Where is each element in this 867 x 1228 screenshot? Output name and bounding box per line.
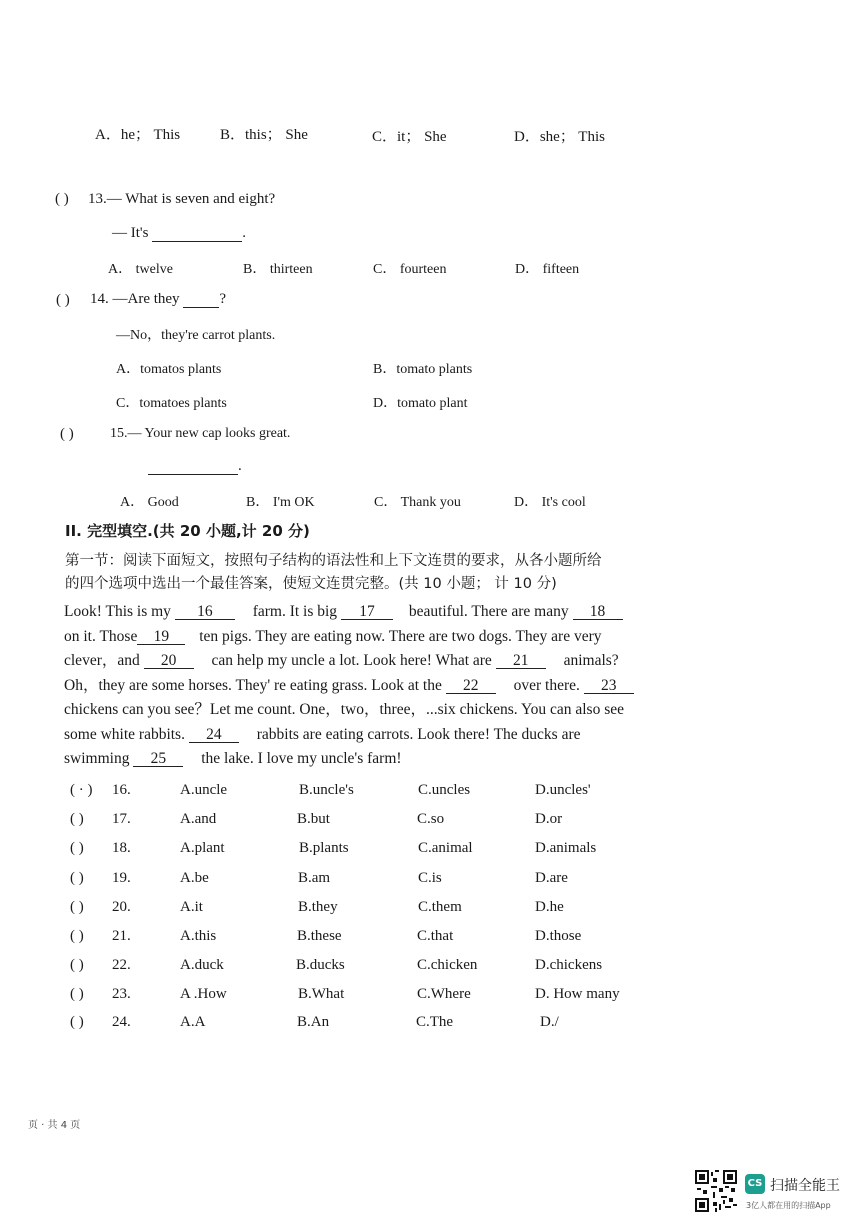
- passage-text: Look! This is my: [64, 603, 175, 620]
- passage-text: rabbits are eating carrots. Look there! The ducks are: [252, 725, 581, 743]
- passage-text: beautiful. There are many: [404, 603, 573, 620]
- question-number: 18.: [112, 840, 131, 856]
- q13-option-d: D． fifteen: [515, 262, 580, 277]
- q14-stem: [90, 291, 226, 308]
- option-b[interactable]: B.ducks: [296, 957, 345, 973]
- q13-option-b: B． thirteen: [243, 262, 313, 277]
- blank-22[interactable]: 22: [446, 678, 496, 694]
- passage-text: some white rabbits.: [64, 725, 189, 743]
- passage-text: the lake. I love my uncle's farm!: [197, 750, 402, 767]
- answer-bracket[interactable]: ( ): [70, 811, 84, 827]
- option-a[interactable]: A.and: [180, 811, 217, 827]
- blank-16[interactable]: 16: [175, 604, 235, 620]
- q14-option-d: D．tomato plant: [373, 396, 468, 411]
- blank-21[interactable]: 21: [496, 653, 546, 669]
- q12-option-d: D．she； This: [514, 129, 605, 145]
- option-b[interactable]: B.plants: [299, 840, 349, 856]
- q14-answer-bracket[interactable]: ( ): [56, 292, 70, 308]
- q12-option-b: B．this； She: [220, 127, 308, 143]
- passage-line: [64, 698, 634, 723]
- q13-option-a: A． twelve: [108, 262, 173, 277]
- option-b[interactable]: B.these: [297, 928, 342, 944]
- passage-line: [64, 674, 634, 699]
- q15-option-a: A． Good: [120, 495, 179, 510]
- option-a[interactable]: A.it: [180, 899, 203, 915]
- option-d[interactable]: D.chickens: [535, 957, 603, 973]
- q14-option-b: B．tomato plants: [373, 362, 473, 377]
- question-number: 17.: [112, 811, 131, 827]
- question-number: 21.: [112, 928, 131, 944]
- q13-option-c: C． fourteen: [373, 262, 447, 277]
- q12-option-a: A．he； This: [95, 127, 181, 143]
- q14-blank[interactable]: [183, 292, 219, 308]
- option-d[interactable]: D.are: [535, 870, 568, 886]
- option-d[interactable]: D.he: [535, 899, 564, 915]
- question-number: 16.: [112, 782, 131, 798]
- section-heading: II. 完型填空.(共 20 小题,计 20 分): [65, 522, 310, 540]
- option-a[interactable]: A.A: [180, 1014, 206, 1030]
- option-c[interactable]: C.that: [417, 928, 454, 944]
- blank-23[interactable]: 23: [584, 678, 634, 694]
- answer-bracket[interactable]: ( ): [70, 928, 84, 944]
- passage-line: [64, 649, 634, 674]
- question-number: 22.: [112, 957, 131, 973]
- option-b[interactable]: B.but: [297, 811, 330, 827]
- q14-option-a: A．tomatos plants: [116, 362, 222, 377]
- answer-bracket[interactable]: ( · ): [70, 782, 93, 798]
- option-d[interactable]: D.uncles': [535, 782, 591, 798]
- q13-reply-text: — It's: [112, 225, 149, 241]
- passage: [64, 600, 634, 772]
- answer-bracket[interactable]: ( ): [70, 899, 84, 915]
- option-c[interactable]: C.chicken: [417, 957, 478, 973]
- answer-bracket[interactable]: ( ): [70, 840, 84, 856]
- q14-reply: —No，they're carrot plants.: [116, 328, 276, 343]
- option-a[interactable]: A.this: [180, 928, 217, 944]
- blank-20[interactable]: 20: [144, 653, 194, 669]
- q13-answer-bracket[interactable]: ( ): [55, 191, 69, 207]
- blank-17[interactable]: 17: [341, 604, 393, 620]
- qr-code-icon: [695, 1170, 737, 1212]
- option-d[interactable]: D.animals: [535, 840, 597, 856]
- option-b[interactable]: B.they: [298, 899, 338, 915]
- q15-answer-bracket[interactable]: ( ): [60, 426, 74, 442]
- app-tagline: 3亿人都在用的扫描App: [746, 1201, 831, 1210]
- q15-reply-end: .: [238, 458, 242, 474]
- passage-text: over there.: [509, 676, 584, 694]
- option-c[interactable]: C.uncles: [418, 782, 471, 798]
- q15-blank[interactable]: [148, 459, 238, 475]
- option-b[interactable]: B.uncle's: [299, 782, 354, 798]
- answer-bracket[interactable]: ( ): [70, 957, 84, 973]
- option-a[interactable]: A.duck: [180, 957, 224, 973]
- option-d[interactable]: D. How many: [535, 986, 620, 1002]
- passage-text: ten pigs. They are eating now. There are two dogs. They are very: [195, 627, 602, 645]
- section-instruction-line2: 的四个选项中选出一个最佳答案，使短文连贯完整。(共 10 小题； 计 10 分): [65, 576, 557, 592]
- passage-text: clever，and: [64, 652, 144, 669]
- answer-bracket[interactable]: ( ): [70, 986, 84, 1002]
- passage-line: [64, 625, 634, 650]
- blank-19[interactable]: 19: [137, 629, 185, 645]
- q14-stem-end: ?: [219, 291, 226, 307]
- q13-stem: 13.— What is seven and eight?: [88, 191, 276, 207]
- q15-stem: 15.— Your new cap looks great.: [110, 426, 291, 441]
- passage-text: swimming: [64, 750, 134, 767]
- q14-option-c: C．tomatoes plants: [116, 396, 227, 411]
- option-a[interactable]: A .How: [180, 986, 227, 1002]
- passage-text: on it. Those: [64, 627, 138, 645]
- passage-line: [64, 747, 634, 772]
- passage-text: farm. It is big: [248, 603, 341, 620]
- answer-bracket[interactable]: ( ): [70, 1014, 84, 1030]
- blank-18[interactable]: 18: [573, 604, 623, 620]
- q15-option-c: C． Thank you: [374, 495, 461, 510]
- q13-blank[interactable]: [152, 226, 242, 242]
- q12-option-c: C．it； She: [372, 129, 447, 145]
- q13-reply: [112, 225, 246, 242]
- passage-text: Oh，they are some horses. They' re eating grass. Look at the: [64, 676, 446, 694]
- blank-25[interactable]: 25: [133, 751, 183, 767]
- option-c[interactable]: C.animal: [418, 840, 473, 856]
- option-c[interactable]: C.The: [416, 1014, 454, 1030]
- option-a[interactable]: A.uncle: [180, 782, 228, 798]
- option-a[interactable]: A.be: [180, 870, 209, 886]
- option-b[interactable]: B.An: [297, 1014, 330, 1030]
- q15-reply: [148, 458, 242, 475]
- option-b[interactable]: B.What: [298, 986, 345, 1002]
- option-b[interactable]: B.am: [298, 870, 331, 886]
- question-number: 23.: [112, 986, 131, 1002]
- option-c[interactable]: C.so: [417, 811, 445, 827]
- app-name: 扫描全能王: [770, 1178, 840, 1194]
- q13-reply-end: .: [242, 225, 246, 241]
- option-d[interactable]: D./: [540, 1014, 559, 1030]
- option-c[interactable]: C.Where: [417, 986, 471, 1002]
- question-number: 20.: [112, 899, 131, 915]
- section-instruction-line1: 第一节：阅读下面短文，按照句子结构的语法性和上下文连贯的要求，从各小题所给: [65, 553, 602, 569]
- passage-line: [64, 600, 634, 625]
- option-c[interactable]: C.is: [418, 870, 442, 886]
- page-footer: 页 · 共 4 页: [28, 1120, 81, 1131]
- passage-text: chickens can you see？Let me count. One，two，three，...six chickens. You can also see: [64, 701, 625, 718]
- q14-stem-text: 14. —Are they: [90, 291, 180, 307]
- passage-text: can help my uncle a lot. Look here! What are: [207, 652, 496, 669]
- passage-text: animals?: [559, 652, 619, 669]
- option-c[interactable]: C.them: [418, 899, 462, 915]
- option-a[interactable]: A.plant: [180, 840, 225, 856]
- answer-bracket[interactable]: ( ): [70, 870, 84, 886]
- question-number: 24.: [112, 1014, 131, 1030]
- blank-24[interactable]: 24: [189, 727, 239, 743]
- q15-option-d: D． It's cool: [514, 495, 586, 510]
- camscanner-logo-icon: CS: [745, 1174, 765, 1194]
- option-d[interactable]: D.those: [535, 928, 582, 944]
- passage-line: [64, 723, 634, 748]
- question-number: 19.: [112, 870, 131, 886]
- q15-option-b: B． I'm OK: [246, 495, 315, 510]
- option-d[interactable]: D.or: [535, 811, 563, 827]
